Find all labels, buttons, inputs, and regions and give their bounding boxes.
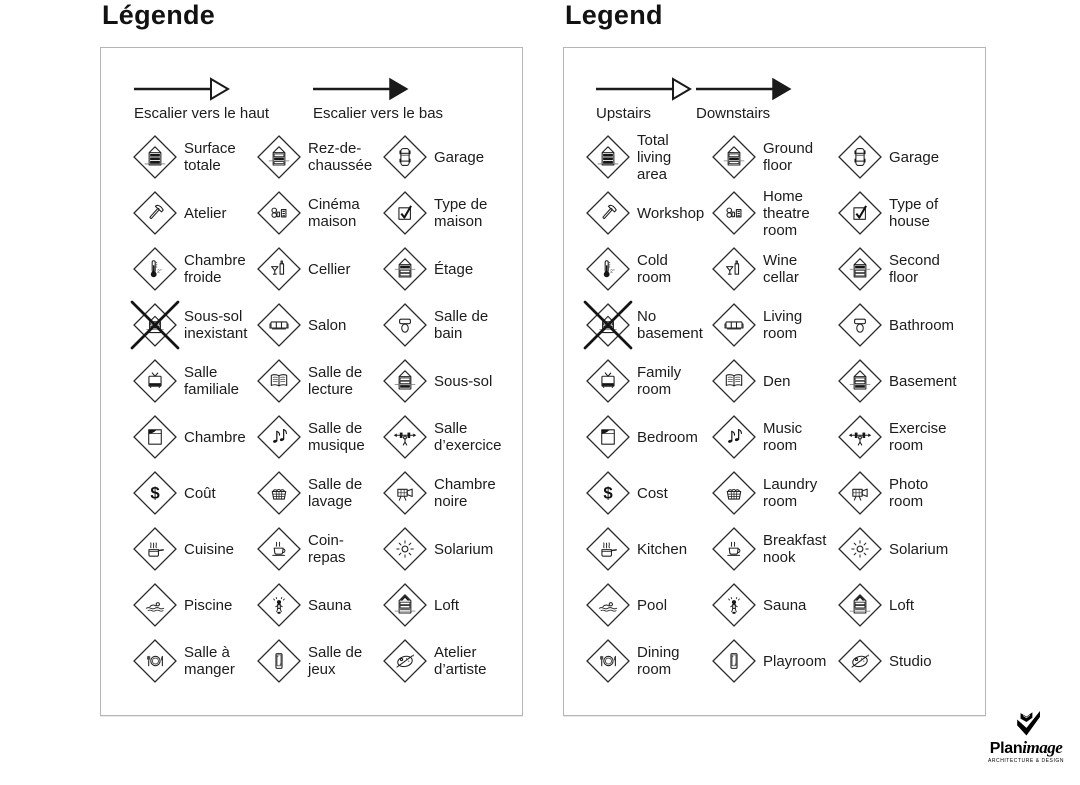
legend-item-label: Solarium (434, 540, 494, 558)
legend-item-workshop (584, 185, 705, 241)
legend-item-label: Type de maison (434, 196, 488, 230)
diamond-icon (381, 301, 429, 349)
legend-item-label: Second floor (889, 252, 940, 286)
diamond-icon (131, 469, 179, 517)
legend-item-label: Atelier d’artiste (434, 644, 487, 678)
legend-item-sauna (255, 577, 374, 633)
legend-panel-english (563, 47, 986, 716)
legend-item-label: Dining room (637, 644, 680, 678)
legend-item-dining-room (584, 633, 691, 689)
legend-item-label: Family room (637, 364, 682, 398)
legend-item-bedroom (584, 409, 698, 465)
legend-item-garage (381, 129, 514, 185)
page-title-legende: Légende (102, 0, 216, 30)
legend-panel-section-english (563, 0, 984, 720)
legend-item-label: Photo room (889, 476, 929, 510)
legend-item-studio (381, 633, 514, 689)
legend-item-laundry-room (255, 465, 374, 521)
diamond-icon (255, 637, 303, 685)
legend-item-home-theatre (255, 185, 374, 241)
legend-item-label: Salle de musique (308, 420, 365, 454)
legend-item-type-of-house (381, 185, 514, 241)
legend-item-label: Salle de lavage (308, 476, 363, 510)
legend-item-basement (836, 353, 957, 409)
legend-item-label: Wine cellar (763, 252, 799, 286)
legend-item-label: Coin-repas (308, 532, 346, 566)
diamond-icon (584, 525, 632, 573)
diamond-icon (836, 133, 884, 181)
diamond-icon (710, 637, 758, 685)
diamond-icon (255, 301, 303, 349)
legend-item-label: Cinéma maison (308, 196, 360, 230)
diamond-icon (131, 413, 179, 461)
legend-item-living-room (255, 297, 374, 353)
legend-item-label: Cellier (308, 260, 351, 278)
legend-item-label: Studio (889, 652, 932, 670)
legend-item-second-floor (381, 241, 514, 297)
legend-item-photo-room (836, 465, 951, 521)
legend-item-family-room (584, 353, 691, 409)
legend-item-label: Pool (637, 596, 668, 614)
diamond-icon (381, 133, 429, 181)
diamond-icon (255, 189, 303, 237)
diamond-icon (381, 581, 429, 629)
diamond-icon (255, 413, 303, 461)
legend-item-total-living-area (584, 129, 691, 185)
legend-item-studio (836, 633, 951, 689)
legend-item-photo-room (381, 465, 514, 521)
diamond-icon (381, 245, 429, 293)
diamond-icon (381, 469, 429, 517)
legend-item-sauna (710, 577, 827, 633)
legend-item-playroom (255, 633, 374, 689)
legend-item-label: Piscine (184, 596, 233, 614)
legend-item-label: No basement (637, 308, 703, 342)
legend-item-label: Salle de lecture (308, 364, 363, 398)
diamond-icon (584, 637, 632, 685)
diamond-icon (836, 413, 884, 461)
legend-item-label: Exercise room (889, 420, 947, 454)
diamond-icon (584, 413, 632, 461)
legend-item-living-room (710, 297, 827, 353)
legend-item-label: Type of house (889, 196, 939, 230)
diamond-icon (710, 357, 758, 405)
diamond-icon (381, 357, 429, 405)
diamond-icon (710, 469, 758, 517)
diamond-icon (710, 413, 758, 461)
diamond-icon (255, 133, 303, 181)
legend-item-label: Atelier (184, 204, 227, 222)
diamond-icon (131, 301, 179, 349)
legend-grid-french (101, 48, 522, 715)
stairs-down-label: Escalier vers le bas (313, 105, 444, 122)
legend-item-label: Playroom (763, 652, 827, 670)
legend-item-laundry-room (710, 465, 827, 521)
legend-item-label: Salle familiale (184, 364, 240, 398)
diamond-icon (255, 469, 303, 517)
legend-item-label: Den (763, 372, 791, 390)
legend-item-exercise-room (381, 409, 514, 465)
legend-item-label: Ground floor (763, 140, 814, 174)
legend-item-music-room (255, 409, 374, 465)
legend-item-den (255, 353, 374, 409)
legend-item-home-theatre (710, 185, 827, 241)
diamond-icon (836, 637, 884, 685)
diamond-icon (255, 357, 303, 405)
diamond-icon (381, 413, 429, 461)
legend-item-no-basement (584, 297, 703, 353)
legend-item-label: Garage (889, 148, 940, 166)
legend-item-label: Solarium (889, 540, 949, 558)
diamond-icon (836, 301, 884, 349)
legend-item-label: Salle de jeux (308, 644, 363, 678)
legend-item-label: Sauna (308, 596, 352, 614)
diamond-icon (131, 357, 179, 405)
legend-item-loft (836, 577, 951, 633)
diamond-icon (131, 637, 179, 685)
diamond-icon (584, 581, 632, 629)
legend-item-label: Garage (434, 148, 485, 166)
legend-item-wine-cellar (710, 241, 827, 297)
legend-item-wine-cellar (255, 241, 374, 297)
legend-item-label: Rez-de-chaussée (308, 140, 373, 174)
legend-item-label: Bedroom (637, 428, 698, 446)
legend-item-label: Loft (434, 596, 460, 614)
diamond-icon (584, 133, 632, 181)
legend-item-label: Workshop (637, 204, 705, 222)
diamond-icon (381, 637, 429, 685)
legend-item-breakfast-nook (255, 521, 374, 577)
diamond-icon (584, 245, 632, 293)
legend-item-label: Sous-sol inexistant (184, 308, 248, 342)
stairs-up-label: Escalier vers le haut (134, 105, 270, 122)
legend-item-label: Salon (308, 316, 347, 334)
legend-item-label: Laundry room (763, 476, 818, 510)
legend-item-label: Total living area (637, 131, 672, 183)
diamond-icon (710, 581, 758, 629)
diamond-icon (836, 581, 884, 629)
legend-item-label: Home theatre room (763, 187, 810, 239)
legend-item-playroom (710, 633, 827, 689)
legend-item-label: Loft (889, 596, 915, 614)
diamond-icon (131, 245, 179, 293)
legend-item-label: Étage (434, 260, 474, 278)
diamond-icon (131, 133, 179, 181)
diamond-icon (584, 189, 632, 237)
legend-item-breakfast-nook (710, 521, 827, 577)
legend-item-label: Cost (637, 484, 668, 502)
diamond-icon (710, 245, 758, 293)
diamond-icon (255, 581, 303, 629)
legend-panel-french (100, 47, 523, 716)
legend-item-label: Chambre noire (434, 476, 496, 510)
legend-item-cold-room (584, 241, 691, 297)
legend-item-label: Salle à manger (184, 644, 235, 678)
legend-item-second-floor (836, 241, 951, 297)
legend-item-label: Chambre froide (184, 252, 246, 286)
legend-item-label: Salle d’exercice (434, 420, 502, 454)
diamond-icon (131, 525, 179, 573)
diamond-icon (381, 525, 429, 573)
legend-panel-section-french (100, 0, 521, 720)
legend-item-basement (381, 353, 514, 409)
legend-item-solarium (381, 521, 514, 577)
diamond-icon (836, 245, 884, 293)
legend-item-solarium (836, 521, 951, 577)
legend-item-cost (584, 465, 691, 521)
planimage-logo-icon (1012, 711, 1046, 738)
diamond-icon (131, 189, 179, 237)
legend-item-label: Salle de bain (434, 308, 489, 342)
legend-item-label: Bathroom (889, 316, 955, 334)
brand-plan: Plan (989, 740, 1023, 757)
legend-item-ground-floor (710, 129, 827, 185)
diamond-icon (836, 189, 884, 237)
legend-item-exercise-room (836, 409, 951, 465)
stairs-down-label: Downstairs (696, 105, 771, 122)
legend-item-label: Music room (763, 420, 803, 454)
legend-item-label: Living room (763, 308, 803, 342)
diamond-icon (584, 357, 632, 405)
diamond-icon (584, 469, 632, 517)
page-title-legend: Legend (565, 0, 663, 30)
stairs-up-label: Upstairs (596, 105, 652, 122)
legend-item-label: Breakfast nook (763, 532, 827, 566)
legend-item-bathroom (836, 297, 955, 353)
diamond-icon (710, 525, 758, 573)
diamond-icon (836, 357, 884, 405)
diamond-icon (381, 189, 429, 237)
diamond-icon (710, 301, 758, 349)
legend-item-type-of-house (836, 185, 951, 241)
legend-grid-english (564, 48, 985, 715)
diamond-icon (584, 301, 632, 349)
legend-item-den (710, 353, 827, 409)
legend-item-garage (836, 129, 951, 185)
planimage-tagline: ARCHITECTURE & DESIGN (987, 758, 1064, 764)
legend-item-label: Basement (889, 372, 957, 390)
diamond-icon (255, 525, 303, 573)
legend-item-kitchen (584, 521, 691, 577)
diamond-icon (836, 525, 884, 573)
legend-item-ground-floor (255, 129, 374, 185)
diamond-icon (131, 581, 179, 629)
legend-item-label: Surface totale (184, 140, 236, 174)
legend-item-label: Cold room (637, 252, 672, 286)
planimage-brand (976, 739, 1076, 757)
legend-item-label: Sous-sol (434, 372, 493, 390)
legend-item-pool (584, 577, 691, 633)
legend-item-label: Coût (184, 484, 216, 502)
diamond-icon (710, 133, 758, 181)
diamond-icon (255, 245, 303, 293)
legend-item-music-room (710, 409, 827, 465)
legend-item-label: Sauna (763, 596, 807, 614)
diamond-icon (710, 189, 758, 237)
planimage-logo (976, 711, 1076, 764)
diamond-icon (836, 469, 884, 517)
legend-item-bathroom (381, 297, 514, 353)
brand-image: image (1022, 738, 1063, 757)
legend-item-loft (381, 577, 514, 633)
legend-item-label: Kitchen (637, 540, 688, 558)
legend-item-label: Cuisine (184, 540, 235, 558)
legend-item-label: Chambre (184, 428, 246, 446)
